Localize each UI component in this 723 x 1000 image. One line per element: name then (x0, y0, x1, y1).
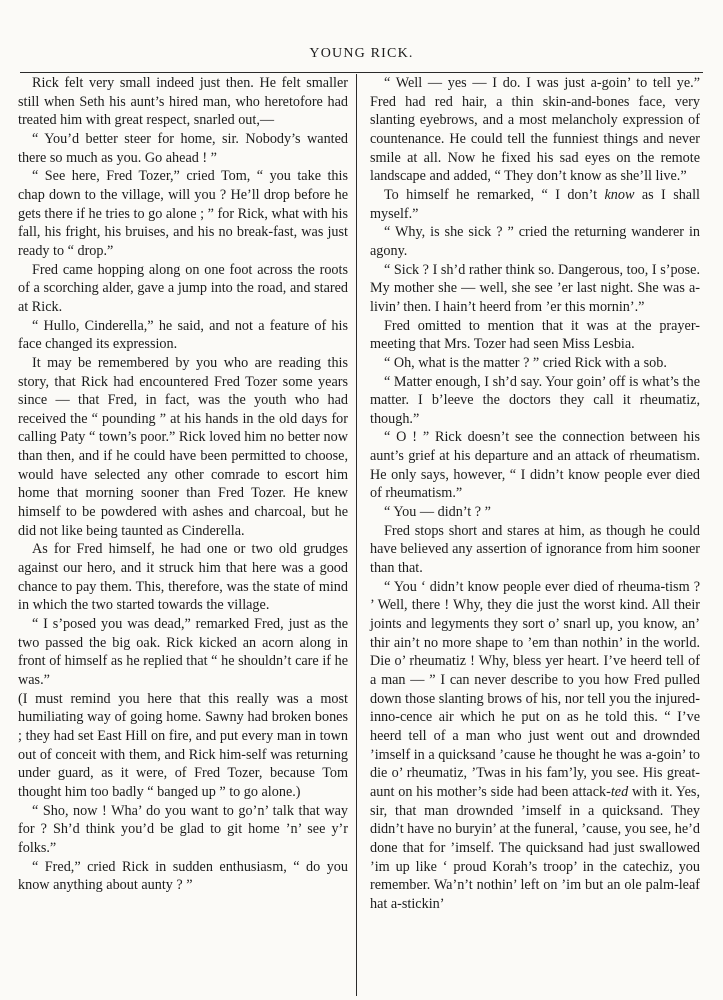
italic-text: know (604, 186, 635, 203)
paragraph: “ Matter enough, I sh’d say. Your goin’ off is what’s the matter. I b’leeve the doctors they call it rheumatiz, though.” (370, 373, 700, 427)
paragraph: “ Why, is she sick ? ” cried the returning wanderer in agony. (370, 224, 700, 259)
paragraph: “ You — didn’t ? ” (384, 504, 491, 521)
paragraph: As for Fred himself, he had one or two old grudges against our hero, and it struck him that here was a good chance to pay them. This, therefore, was the state of mind in which the two started towards the village. (18, 541, 348, 614)
paragraph: Fred came hopping along on one foot across the roots of a scorching alder, gave a jump into the road, and stared at Rick. (18, 261, 348, 315)
paragraph: “ I s’posed you was dead,” remarked Fred, just as the two passed the big oak. Rick kicked an acorn along in front of himself as he replied that “ he shouldn’t care if he was.” (18, 616, 348, 688)
paragraph: Rick felt very small indeed just then. He felt smaller still when Seth his aunt’s hired man, who heretofore had treated him with great respect, snarled out,— (18, 75, 348, 129)
running-head: YOUNG RICK. (309, 46, 414, 61)
paragraph: “ Fred,” cried Rick in sudden enthusiasm, “ do you know anything about aunty ? ” (18, 858, 348, 894)
paragraph: (I must remind you here that this really was a most humiliating way of going home. Sawny had broken bones ; they had set East Hill on fire, and put every man in town out of conceit with them, and Rick him-self was returning under guard, as it were, of Fred Tozer, because Tom thought him too badly “ banged up ” to go alone.) (18, 690, 348, 800)
paragraph (370, 578, 700, 914)
paragraph: It may be remembered by you who are reading this story, that Rick had encountered Fred Tozer some years since — that Fred, in fact, was the youth who had received the “ pounding ” at his hands in the old days for calling Paty “ town’s poor.” Rick loved him no better now than then, and if he could have been permitted to choose, would have selected any other comrade to escort him home that morning sooner than Fred Tozer. He knew himself to be powdered with ashes and charcoal, but he did not like being taunted as Cinderella. (18, 354, 348, 539)
paragraph: “ See here, Fred Tozer,” cried Tom, “ you take this chap down to the village, will you ? He’ll drop before he gets there if he tries to go alone ; ” for Rick, what with his fall, his fright, his bruises, and his no break-fast, was just ready to “ drop.” (18, 168, 348, 259)
text-run: as I shall myself.” (370, 186, 700, 222)
text-run: To himself he remarked, “ I don’t (384, 186, 605, 203)
paragraph: “ Hullo, Cinderella,” he said, and not a feature of his face changed its expression. (18, 317, 348, 353)
text-run: “ You ‘ didn’t know people ever died of rheuma-tism ? ’ Well, there ! Why, they die just the worst kind. All their joints and legyments they sort o’ snarl up, you know, an’ thir ain’t no more shape to ’em than nothin’ in the world. Die o’ rheumatiz ! Why, bless yer heart. I’ve heerd tell of a man — ” I can never describe to you how Fred pulled down those slanting brows of his, nor tell you the injured-inno-cence air which he put on as he told this. “ I’ve heerd tell of a man who just went out and drownded ’imself in a quicksand ’cause he thought he was a-goin’ to die o’ rheumatiz, ’Twas in his fam’ly, you see. His great-aunt on his mother’s side had been attack- (370, 578, 700, 800)
text-run: with it. Yes, sir, that man drownded ’imself in a quicksand. They didn’t have no buryin’ at the funeral, ’cause, you see, he’d done that for ’imself. The quicksand had just swallowed ’im up like ‘ proud Korah’s troop’ in the catechiz, you remember. Wa’n’t nothin’ left on ’im but an ole palm-leaf hat a-stickin’ (370, 783, 701, 912)
paragraph: “ Oh, what is the matter ? ” cried Rick with a sob. (384, 354, 667, 371)
header-rule (20, 72, 703, 73)
paragraph: “ You’d better steer for home, sir. Nobody’s wanted there so much as you. Go ahead ! ” (18, 130, 348, 166)
right-column (370, 74, 700, 914)
paragraph: “ Well — yes — I do. I was just a-goin’ to tell ye.” Fred had red hair, a thin skin-and-bones face, very slanting eyebrows, and a most melancholy expression of countenance. He could tell the funniest things and never smile at all. Now he fixed his sad eyes on the remote landscape and added, “ They don’t know as she’ll live.” (370, 75, 700, 185)
paragraph: “ O ! ” Rick doesn’t see the connection between his aunt’s grief at his departure and an attack of rheumatism. He only says, however, “ I didn’t know people ever died of rheumatism.” (370, 429, 700, 502)
column-divider (356, 74, 357, 996)
italic-text: ted (610, 783, 629, 800)
left-column (18, 74, 348, 895)
paragraph: Fred stops short and stares at him, as though he could have believed any assertion of ignorance from him sooner than that. (370, 522, 700, 577)
paragraph: “ Sick ? I sh’d rather think so. Dangerous, too, I s’pose. My mother she — well, she see ’er last night. She was a-livin’ then. I hain’t heerd from ’er this mornin’.” (370, 261, 700, 315)
paragraph (370, 186, 700, 223)
paragraph: “ Sho, now ! Wha’ do you want to go’n’ talk that way for ? Sh’d think you’d be glad to git home ’n’ see y’r folks.” (18, 802, 348, 856)
paragraph: Fred omitted to mention that it was at the prayer-meeting that Mrs. Tozer had seen Miss Lesbia. (370, 317, 700, 353)
